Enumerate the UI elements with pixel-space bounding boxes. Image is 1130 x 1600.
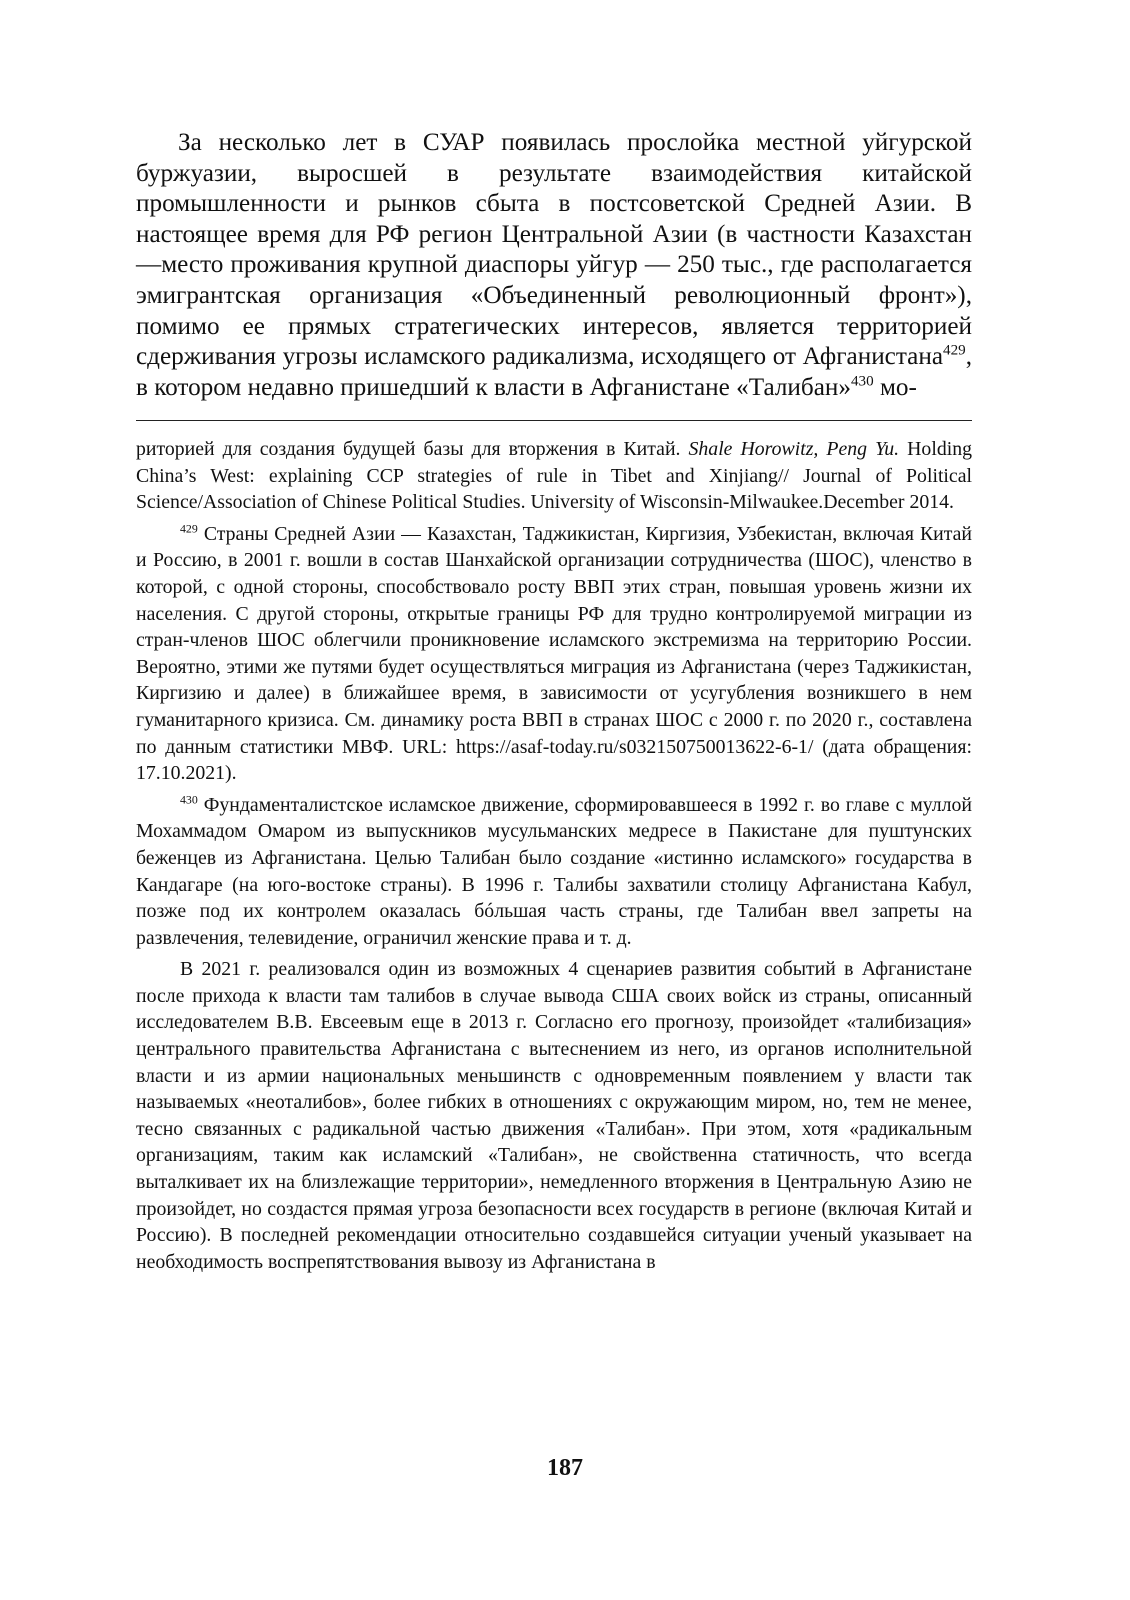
main-paragraph-part-1: За несколько лет в СУАР появилась прослойка местной уйгурской буржуазии, выросшей в результате взаимодействия китайской промышленности и рынков сбыта в постсоветской Средней Азии. В настоящее время для РФ регион Центральной Азии (в частности Казахстан —место проживания крупной диаспоры уйгур — 250 тыс., где располагается эмигрантская организация «Объединенный революционный фронт»), помимо ее прямых стратегических интересов, является территорией сдерживания угрозы исламского радикализма, исходящего от Афганистана — [136, 129, 972, 371]
footnote-citation: Holding China’s West: explaining CCP strategies of rule in Tibet and Xinjiang// Journal of Political Science/Association of Chinese Political Studies. University of Wisconsin-Milwaukee.December 2014. — [136, 438, 972, 514]
footnote-429-text: Страны Средней Азии — Казахстан, Таджикистан, Киргизия, Узбекистан, включая Китай и Россию, в 2001 г. вошли в состав Шанхайской организации сотрудничества (ШОС), членство в которой, с одной стороны, способствовало росту ВВП этих стран, повышая уровень жизни их населения. С другой стороны, открытые границы РФ для трудно контролируемой миграции из стран-членов ШОС облегчили проникновение исламского экстремизма на территорию России. Вероятно, этими же путями будет осуществляться миграция из Афганистана (через Таджикистан, Киргизию и далее) в ближайшее время, в зависимости от усугубления возникшего в нем гуманитарного кризиса. См. динамику роста ВВП в странах ШОС с 2000 г. по 2020 г., составлена по данным статистики МВФ. URL: https://asaf-today.ru/s032150750013622-6-1/ (дата обращения: 17.10.2021). — [136, 522, 972, 785]
footnote-continuation-text: риторией для создания будущей базы для вторжения в Китай. — [136, 438, 689, 460]
footnote-430 — [136, 792, 972, 952]
main-text — [136, 128, 972, 403]
footnote-separator — [136, 420, 972, 421]
footnote-number-430: 430 — [180, 792, 198, 807]
footnote-429 — [136, 521, 972, 787]
body-paragraph: В 2021 г. реализовался один из возможных 4 сценариев развития событий в Афганистане после прихода к власти там талибов в случае вывода США своих войск из страны, описанный исследователем В.В. Евсеевым еще в 2013 г. Согласно его прогнозу, произойдет «талибизация» центрального правительства Афганистана с вытеснением из него, из органов исполнительной власти и из армии национальных меньшинств с одновременным появлением у власти так называемых «неоталибов», более гибких в отношениях с окружающим миром, но, тем не менее, тесно связанных с радикальной частью движения «Талибан». При этом, хотя «радикальным организациям, таким как исламский «Талибан», не свойственна статичность, что всегда выталкивает их на близлежащие территории», немедленного вторжения в Центральную Азию не произойдет, но создастся прямая угроза безопасности всех государств в регионе (включая Китай и Россию). В последней рекомендации относительно создавшейся ситуации ученый указывает на необходимость воспрепятствования вывозу из Афганистана в — [136, 958, 972, 1273]
footnote-number-429: 429 — [180, 521, 198, 536]
footnote-ref-430: 430 — [850, 373, 874, 390]
footnotes — [136, 436, 972, 1280]
main-paragraph-part-2: , в котором недавно пришедший к власти в Афганистане «Талибан» — [136, 343, 972, 401]
footnote-ref-429: 429 — [943, 342, 966, 359]
page-number: 187 — [547, 1455, 583, 1481]
main-paragraph — [136, 128, 972, 403]
main-paragraph-part-3: мо- — [873, 373, 917, 401]
footnote-authors: Shale Horowitz, Peng Yu. — [688, 438, 900, 460]
footnote-continuation — [136, 436, 972, 516]
footnote-430-text: Фундаменталистское исламское движение, сформировавшееся в 1992 г. во главе с муллой Мохаммадом Омаром из выпускников мусульманских медресе в Пакистане для пуштунских беженцев из Афганистана. Целью Талибан было создание «истинно исламского» государства в Кандагаре (на юго-востоке страны). В 1996 г. Талибы захватили столицу Афганистана Кабул, позже под их контролем оказалась бóльшая часть страны, где Талибан ввел запреты на развлечения, телевидение, ограничил женские права и т. д. — [136, 793, 972, 949]
